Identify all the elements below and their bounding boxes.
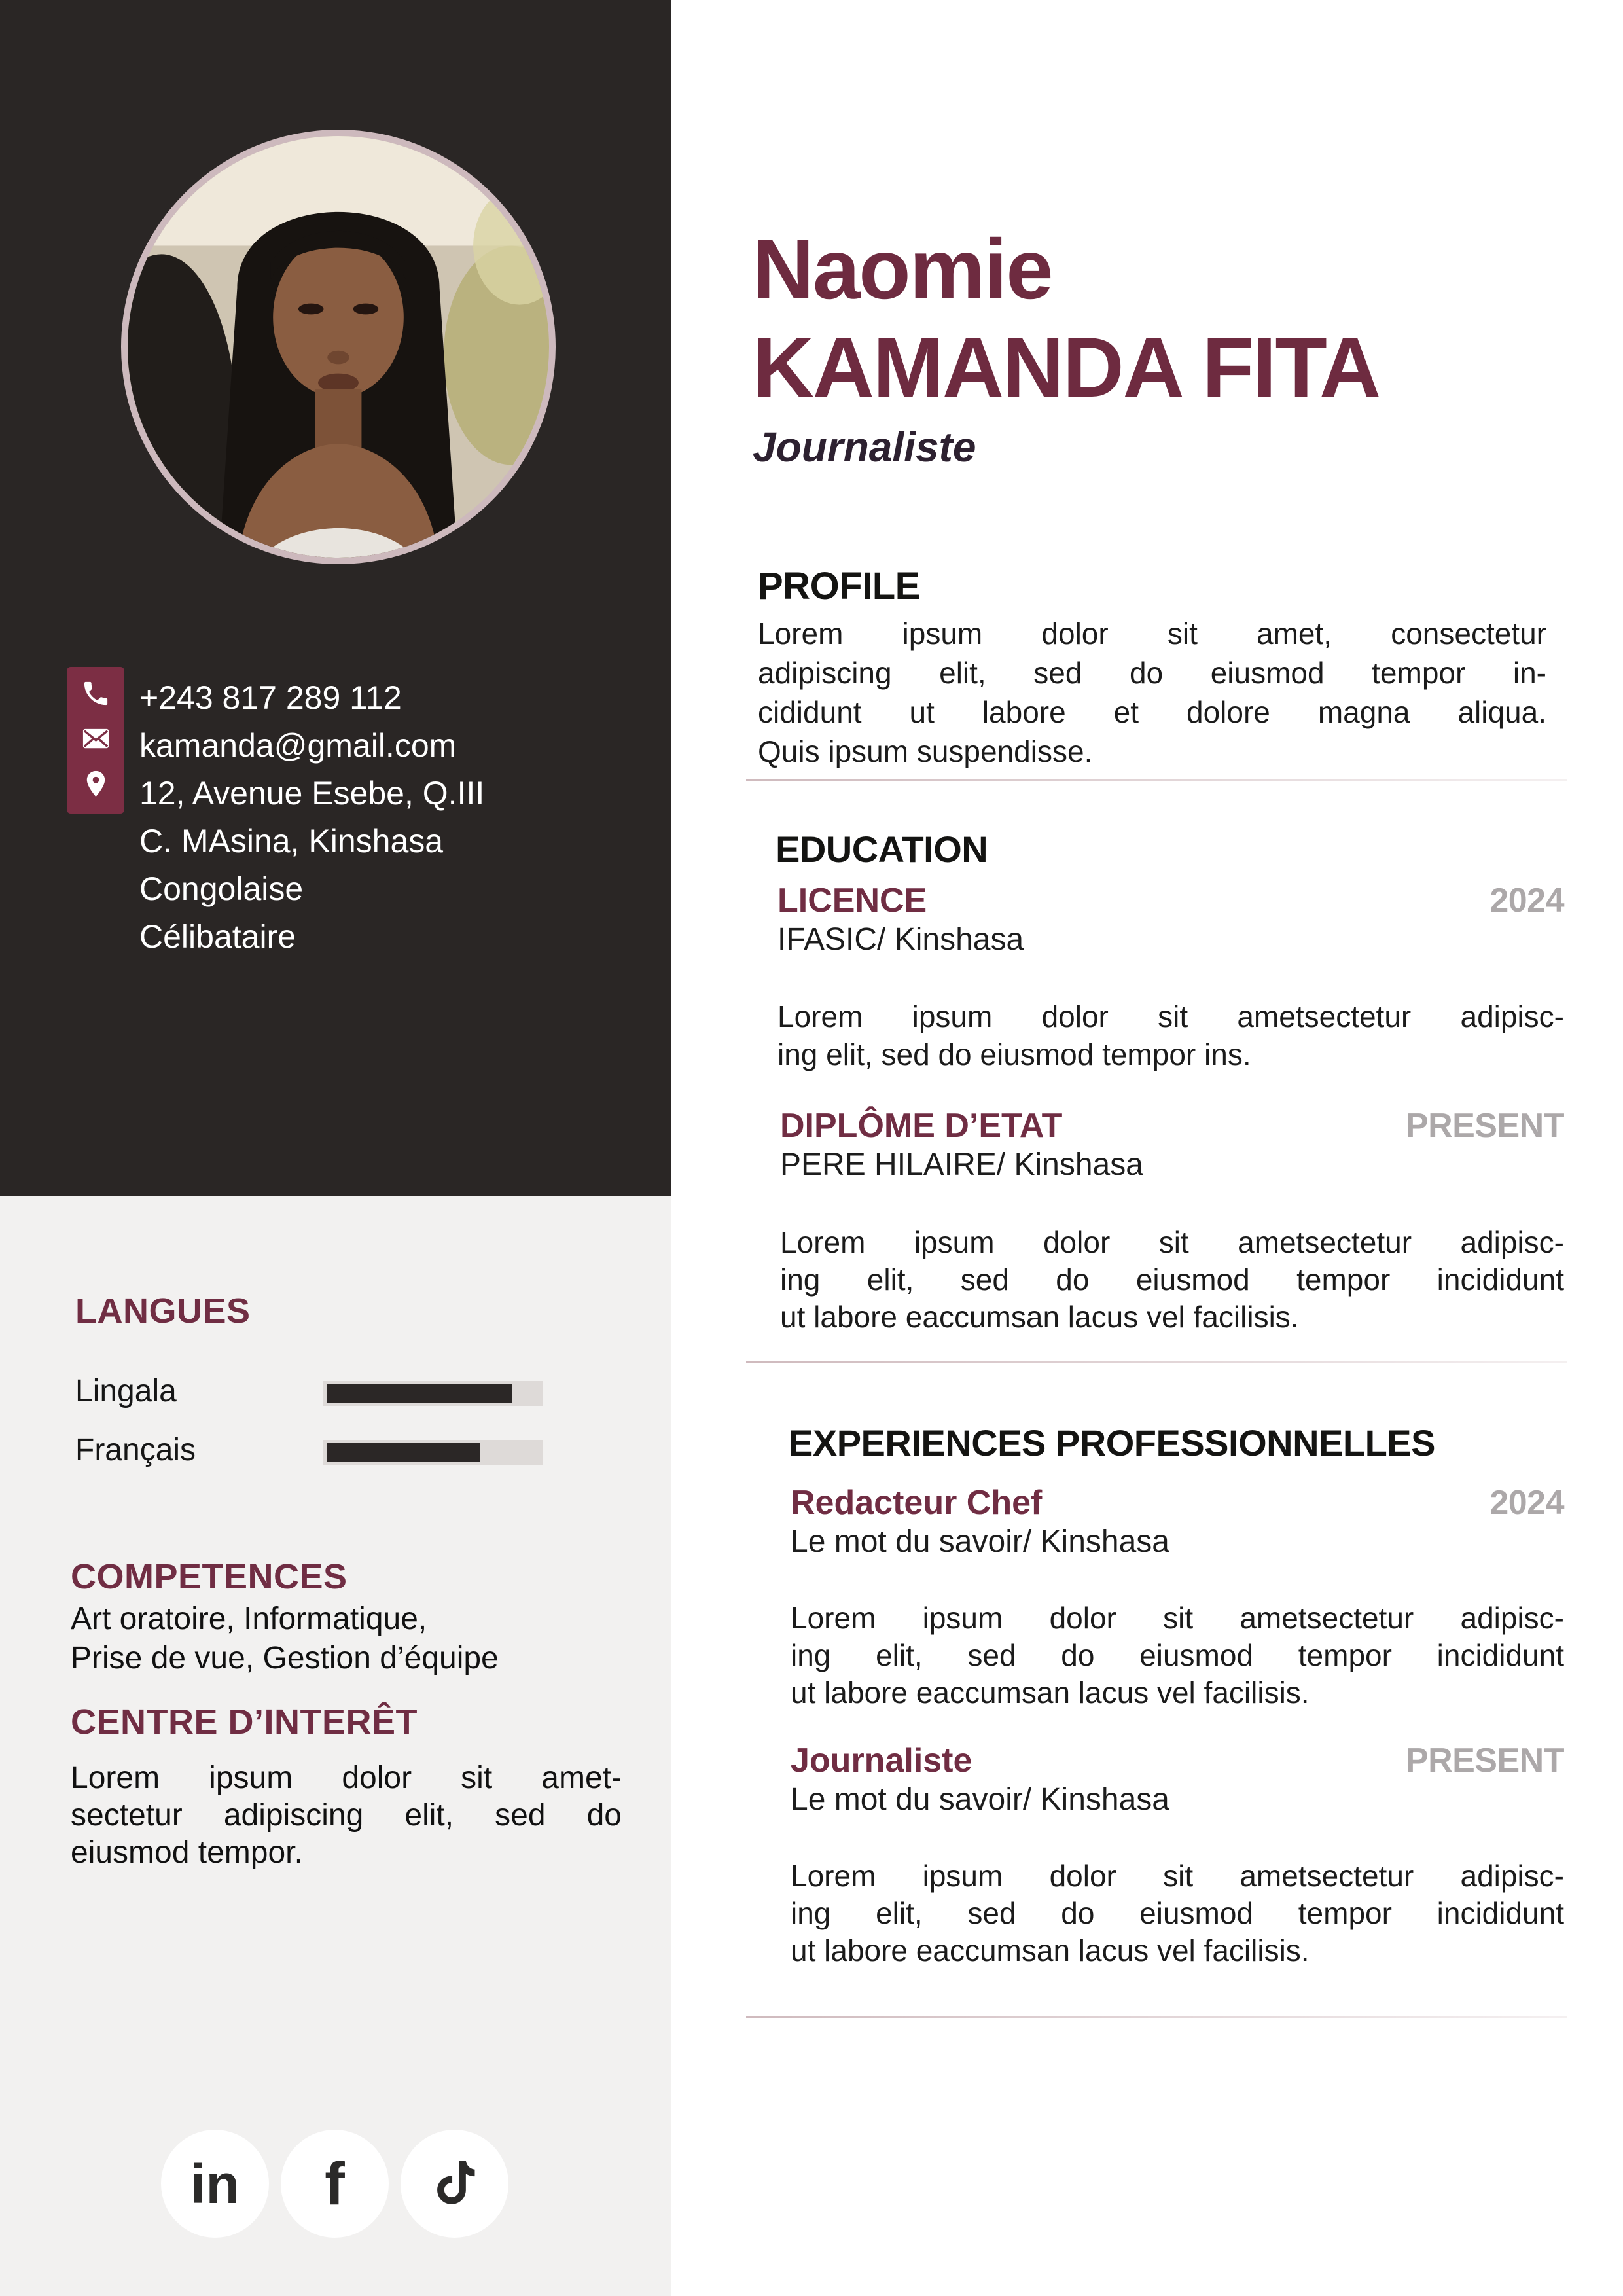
portrait-photo-placeholder: [128, 136, 549, 558]
last-name: KAMANDA FITA: [753, 319, 1380, 415]
experience-entry-text: Lorem ipsum dolor sit ametsectetur adipisc- ing elit, sed do eiusmod tempor incididunt ut labore eaccumsan lacus vel facilisis.: [791, 1859, 1564, 1967]
education-entry-header: [777, 881, 1564, 920]
school-name: PERE HILAIRE/ Kinshasa: [780, 1147, 1143, 1182]
first-name: Naomie: [753, 221, 1052, 317]
skills-list: Art oratoire, Informatique, Prise de vue, Gestion d’équipe: [71, 1602, 499, 1676]
linkedin-glyph: in: [190, 2153, 240, 2215]
facebook-glyph: f: [325, 2150, 345, 2217]
header-name-block: [753, 220, 1380, 471]
experience-entry-text: Lorem ipsum dolor sit ametsectetur adipisc- ing elit, sed do eiusmod tempor incididunt ut labore eaccumsan lacus vel facilisis.: [791, 1601, 1564, 1710]
section-divider: [746, 779, 1567, 781]
phone-icon: [80, 678, 111, 712]
interests-section-title: CENTRE D’INTERÊT: [71, 1702, 418, 1742]
skills-section-title: COMPETENCES: [71, 1557, 348, 1596]
linkedin-icon[interactable]: [161, 2130, 269, 2238]
interests-text: Lorem ipsum dolor sit amet- sectetur adipiscing elit, sed do eiusmod tempor.: [71, 1761, 622, 1870]
language-label-francais: Français: [75, 1433, 196, 1467]
education-entry-header: [780, 1106, 1564, 1145]
section-divider: [746, 2016, 1567, 2018]
degree-date: PRESENT: [1405, 1107, 1564, 1145]
school-name: IFASIC/ Kinshasa: [777, 922, 1024, 957]
profile-photo-ring: [121, 130, 556, 564]
contact-info: +243 817 289 112 kamanda@gmail.com 12, Avenue Esebe, Q.III C. MAsina, Kinshasa Congolaise Célibataire: [139, 679, 485, 955]
section-divider: [746, 1361, 1567, 1363]
language-label-lingala: Lingala: [75, 1374, 177, 1408]
language-bar-fill-francais: [327, 1443, 480, 1462]
language-bar-lingala: [323, 1381, 543, 1406]
envelope-icon: [80, 723, 111, 757]
role-date: PRESENT: [1405, 1742, 1564, 1780]
contact-icon-strip: [67, 667, 124, 814]
profile-section-title: PROFILE: [758, 565, 920, 607]
profile-photo: [128, 136, 549, 558]
role-date: 2024: [1489, 1484, 1564, 1522]
tiktok-note-icon: [427, 2156, 483, 2212]
profile-text: Lorem ipsum dolor sit amet, consectetur adipiscing elit, sed do eiusmod tempor in- cididunt ut labore et dolore magna aliqua. Quis ipsum suspendisse.: [758, 617, 1546, 768]
language-bar-fill-lingala: [327, 1384, 512, 1403]
facebook-icon[interactable]: [281, 2130, 389, 2238]
company-name: Le mot du savoir/ Kinshasa: [791, 1782, 1169, 1817]
degree-name: DIPLÔME D’ETAT: [780, 1107, 1063, 1145]
experience-section-title: EXPERIENCES PROFESSIONNELLES: [789, 1422, 1435, 1463]
education-entry-text: Lorem ipsum dolor sit ametsectetur adipisc- ing elit, sed do eiusmod tempor incididunt ut labore eaccumsan lacus vel facilisis.: [780, 1225, 1564, 1334]
location-pin-icon: [80, 768, 111, 802]
degree-date: 2024: [1489, 882, 1564, 920]
education-section-title: EDUCATION: [776, 829, 988, 870]
experience-entry-header: [791, 1741, 1564, 1780]
job-title: Journaliste: [753, 423, 976, 471]
language-bar-francais: [323, 1440, 543, 1465]
tiktok-icon[interactable]: [401, 2130, 508, 2238]
education-entry-text: Lorem ipsum dolor sit ametsectetur adipisc- ing elit, sed do eiusmod tempor ins.: [777, 999, 1564, 1071]
degree-name: LICENCE: [777, 882, 927, 920]
company-name: Le mot du savoir/ Kinshasa: [791, 1524, 1169, 1559]
role-name: Journaliste: [791, 1742, 972, 1780]
languages-section-title: LANGUES: [75, 1291, 251, 1331]
experience-entry-header: [791, 1483, 1564, 1522]
role-name: Redacteur Chef: [791, 1484, 1043, 1522]
